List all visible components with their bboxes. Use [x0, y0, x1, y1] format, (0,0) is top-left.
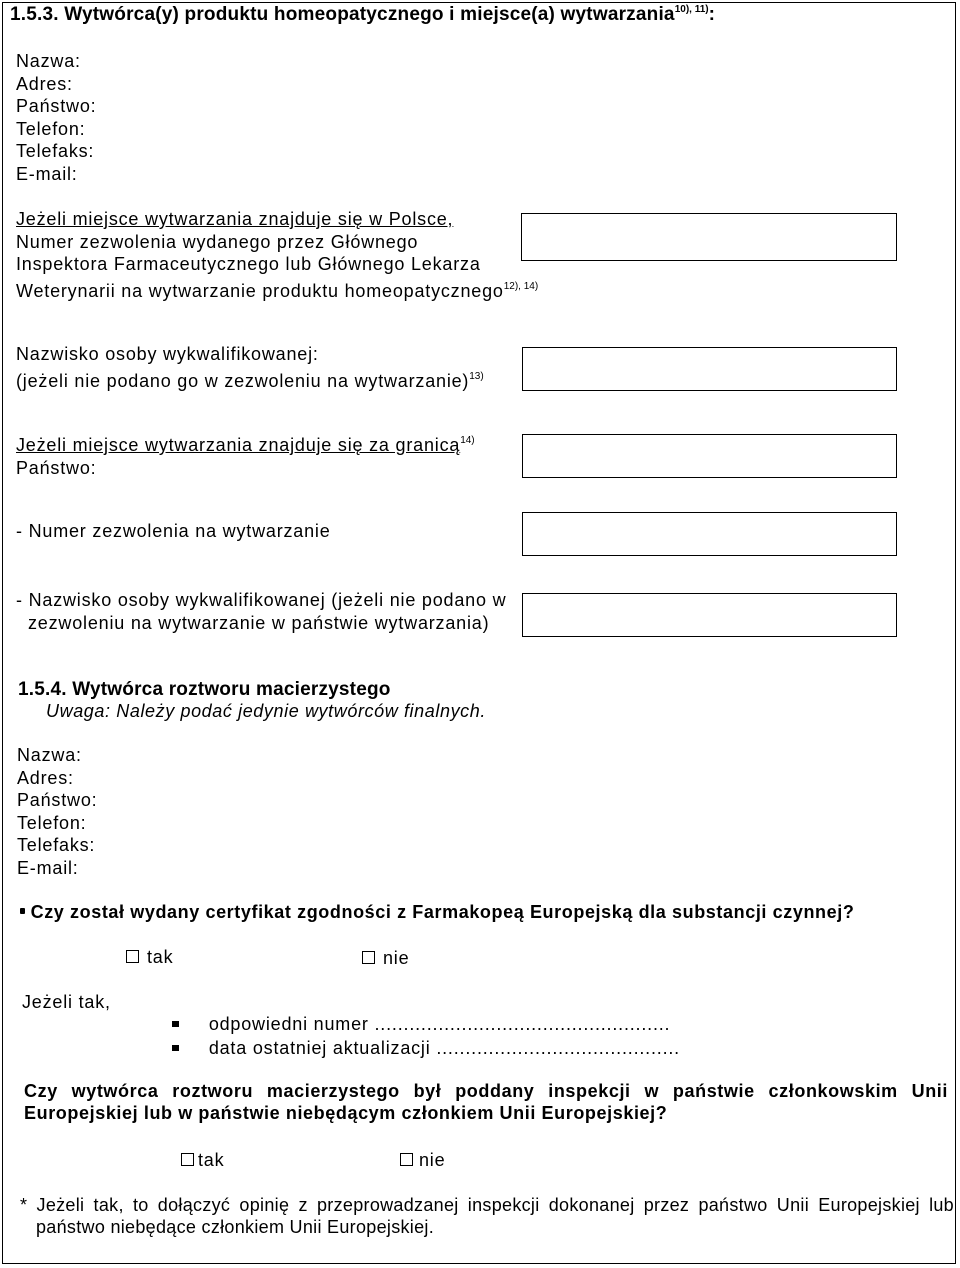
label-fax: Telefaks: [16, 141, 95, 161]
label-name: Nazwa: [17, 745, 82, 765]
footnote: * Jeżeli tak, to dołączyć opinię z przeprowadzanej inspekcji dokonanej przez państwo Unii Europejskiej lub państwo niebędące członkiem Unii Europejskiej. [20, 1195, 954, 1237]
checkbox-icon[interactable] [400, 1153, 413, 1166]
poland-permit-field[interactable] [521, 213, 897, 261]
contact-labels-1-5-3 [16, 50, 96, 185]
permit-number-label: - Numer zezwolenia na wytwarzanie [16, 521, 331, 541]
checkbox-icon[interactable] [362, 951, 375, 964]
question-certificate: Czy został wydany certyfikat zgodności z Farmakopeą Europejską dla substancji czynnej? [20, 902, 854, 923]
q1-yes-option[interactable]: tak [126, 947, 173, 968]
checkbox-icon[interactable] [126, 950, 139, 963]
qualified-person-label: Nazwisko osoby wykwalifikowanej: (jeżeli nie podano go w zezwoleniu na wytwarzanie)$^{13)}$ [16, 344, 484, 391]
label-email: E-mail: [16, 163, 78, 184]
abroad-country-field[interactable] [522, 434, 897, 478]
contact-labels-1-5-4 [17, 744, 97, 879]
checkbox-icon[interactable] [181, 1153, 194, 1166]
bullet-item-number: odpowiedni numer ................................................... [172, 1014, 670, 1035]
label-address: Adres: [16, 73, 73, 94]
label-country: Państwo: [16, 96, 97, 116]
q1-no-option[interactable]: nie [362, 948, 409, 969]
label-fax: Telefaks: [17, 835, 96, 855]
label-email: E-mail: [17, 857, 79, 878]
q2-no-option[interactable]: nie [400, 1150, 445, 1171]
qp-abroad-label: - Nazwisko osoby wykwalifikowanej (jeżeli nie podano w zezwoleniu na wytwarzanie w państwie wytwarzania) [16, 590, 507, 633]
abroad-label: Jeżeli miejsce wytwarzania znajduje się za granicą$^{14)}$ Państwo: [16, 435, 475, 478]
q2-yes-option[interactable]: tak [181, 1150, 224, 1171]
question-inspection: Czy wytwórca roztworu macierzystego był poddany inspekcji w państwie członkowskim Unii Europejskiej lub w państwie niebędącym członkiem Unii Europejskiej? [24, 1081, 948, 1123]
bullet-icon [172, 1021, 179, 1027]
permit-number-field[interactable] [522, 512, 897, 556]
qp-abroad-field[interactable] [522, 593, 897, 637]
qualified-person-field[interactable] [522, 347, 897, 391]
section-1-5-4-heading: 1.5.4. Wytwórca roztworu macierzystego [18, 679, 391, 700]
poland-permit-label: Jeżeli miejsce wytwarzania znajduje się w Polsce, Numer zezwolenia wydanego przez Głównego Inspektora Farmaceutycznego lub Głównego Lekarza Weterynarii na wytwarzanie produktu homeopatycznego$^{12), 14)}$ [16, 209, 539, 301]
section-1-5-3-heading: 1.5.3. Wytwórca(y) produktu homeopatycznego i miejsce(a) wytwarzania$^{10), 11)}$: [10, 4, 716, 25]
label-phone: Telefon: [16, 118, 86, 139]
section-1-5-4-note: Uwaga: Należy podać jedynie wytwórców finalnych. [46, 701, 486, 721]
label-name: Nazwa: [16, 51, 81, 71]
bullet-icon [172, 1045, 179, 1051]
square-bullet-icon [20, 908, 25, 914]
label-address: Adres: [17, 767, 74, 788]
bullet-item-date: data ostatniej aktualizacji .......................................... [172, 1038, 680, 1059]
label-phone: Telefon: [17, 812, 87, 833]
if-yes-label: Jeżeli tak, [22, 992, 111, 1012]
label-country: Państwo: [17, 790, 98, 810]
